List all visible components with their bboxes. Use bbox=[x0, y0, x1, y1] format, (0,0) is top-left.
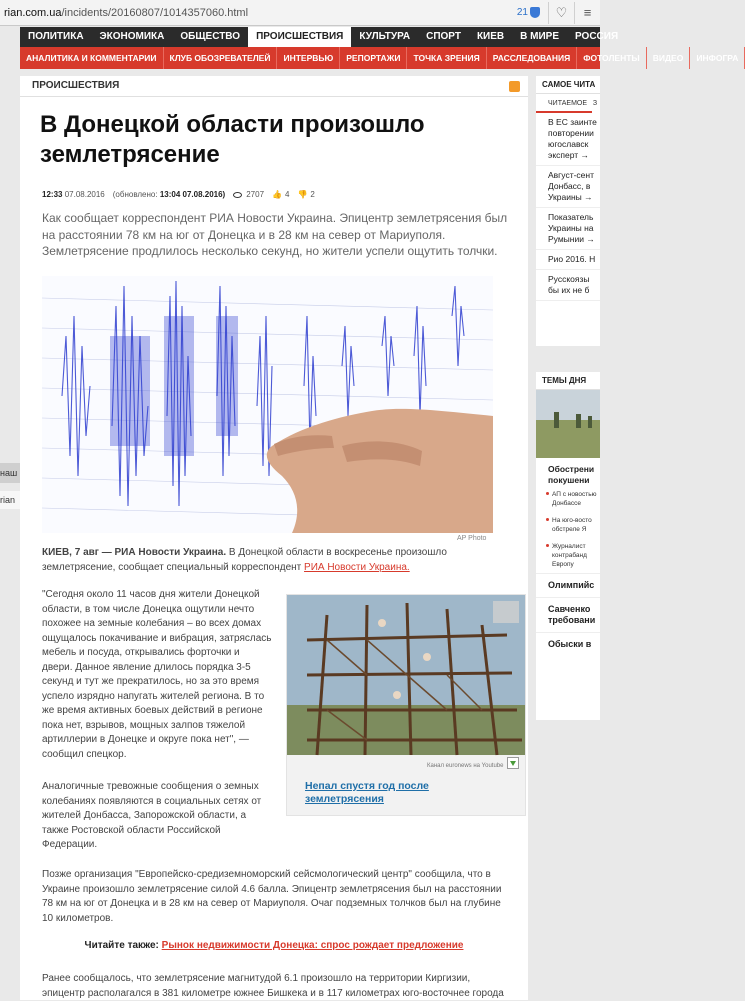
scaffold-illustration bbox=[287, 595, 525, 755]
likes-count: 4 bbox=[284, 190, 290, 199]
seismograph-illustration bbox=[42, 276, 493, 533]
views-icon bbox=[233, 192, 242, 198]
video-source: Канал euronews на Youtube bbox=[427, 763, 504, 769]
article-lead: Как сообщает корреспондент РИА Новости Украина. Эпицентр землетрясения был на расстоянии 78 км на юг от Донецка и в 28 км на север от Мариуполя. Землетрясение продлилось несколько секунд, но жители успели ощутить толчки. bbox=[42, 211, 508, 258]
paragraph-3: Позже организация "Европейско-средиземноморский сейсмологический центр" сообщила, что в Украине произошло землетрясение силой 4.6 балла. Эпицентр землетрясения был на расстоянии 78 км на юг от Донецка и в 28 км на север от Мариуполя. Очаг подземных толчков был на глубине 10 километров. bbox=[42, 869, 502, 924]
publish-date: 07.08.2016 bbox=[64, 190, 105, 199]
most-read-title: САМОЕ ЧИТА bbox=[536, 76, 600, 94]
paragraph-2: Аналогичные тревожные сообщения о земных колебаниях появляются в социальных сетях от жителей Донбасса, Запорожской области, а также Ростовской области Российской Федерации. bbox=[42, 781, 262, 850]
article-meta bbox=[42, 190, 315, 199]
theme-link[interactable]: Олимпийс bbox=[536, 573, 600, 597]
browser-address-bar bbox=[0, 0, 600, 26]
nav-item[interactable]: КИЕВ bbox=[476, 31, 505, 42]
dislike-icon[interactable]: 👎 bbox=[297, 190, 308, 199]
nav-item[interactable]: ПРОИСШЕСТВИЯ bbox=[248, 27, 351, 47]
most-read-tabs[interactable]: ЧИТАЕМОЕ З bbox=[536, 94, 592, 113]
nav-item[interactable]: ЭКОНОМИКА bbox=[99, 31, 165, 42]
video-card[interactable] bbox=[286, 594, 526, 816]
theme-link[interactable]: Савченко требовани bbox=[536, 597, 600, 632]
nav-item[interactable]: РОССИЯ bbox=[575, 31, 619, 42]
read-also: Читайте также: Рынок недвижимости Донецка: спрос рождает предложение bbox=[84, 940, 464, 951]
sub-nav bbox=[20, 47, 739, 69]
dislikes-count: 2 bbox=[310, 190, 315, 199]
subnav-right-item[interactable]: ФОТОЛЕНТЫ bbox=[577, 47, 647, 69]
most-read-item[interactable]: В ЕС заинте повторении югославск эксперт → bbox=[536, 113, 600, 166]
most-read-item[interactable]: Русскоязы бы их не б bbox=[536, 270, 600, 301]
nav-item[interactable]: В МИРЕ bbox=[520, 31, 559, 42]
earthquake-link[interactable]: землетрясение bbox=[154, 973, 226, 984]
quote-paragraph: "Сегодня около 11 часов дня жители Донецкой области, в том числе Донецка ощутили нечто похожее на земные колебания – во всех домах ощущалось покачивание и вибрация, затряслась мебель и посуда, открывались форточки и двери. Данное явление длилось порядка 3-5 секунд и тут же прекратилось, но за это время успело изрядно напугать жителей региона. В то же время активных боевых действий в регионе пока нет, взрывов, мощных залпов тяжелой артиллерии в Донецке и округе пока нет", — сообщил спецкор. bbox=[42, 589, 272, 760]
photo-credit: AP Photo bbox=[457, 535, 487, 542]
seismograph-photo bbox=[42, 276, 493, 533]
theme-bullet[interactable]: АП с новостью Донбассе bbox=[536, 486, 600, 512]
subnav-item[interactable]: РАССЛЕДОВАНИЯ bbox=[487, 47, 577, 69]
shield-icon[interactable] bbox=[530, 7, 540, 18]
paragraph-1: КИЕВ, 7 авг — РИА Новости Украина. В Донецкой области в воскресенье произошло землетрясение, сообщает специальный корреспондент РИА Новости Украина. bbox=[42, 547, 447, 573]
read-also-link[interactable]: Рынок недвижимости Донецка: спрос рождает предложение bbox=[161, 940, 464, 951]
most-read-item[interactable]: Август-сент Донбасс, в Украины → bbox=[536, 166, 600, 208]
video-title-link[interactable]: Непал спустя год после землетрясения bbox=[305, 780, 429, 805]
rss-icon[interactable] bbox=[509, 81, 520, 92]
nav-item[interactable]: ПОЛИТИКА bbox=[28, 31, 84, 42]
nav-item[interactable]: ОБЩЕСТВО bbox=[180, 31, 241, 42]
nav-item[interactable]: КУЛЬТУРА bbox=[359, 31, 411, 42]
main-nav bbox=[20, 27, 619, 47]
paragraph-4: Ранее сообщалось, что землетрясение магнитудой 6.1 произошло на территории Киргизии, эпицентр располагался в 381 километре южнее Бишкека и в 117 километрах юго-восточнее города bbox=[42, 973, 504, 999]
url-field[interactable]: rian.com.ua/incidents/20160807/1014357060.html bbox=[4, 6, 249, 19]
subnav-item[interactable]: КЛУБ ОБОЗРЕВАТЕЛЕЙ bbox=[164, 47, 278, 69]
theme-image[interactable] bbox=[536, 390, 600, 458]
subnav-item[interactable]: РЕПОРТАЖИ bbox=[340, 47, 407, 69]
theme-bullet[interactable]: Журналист контрабанд Европу bbox=[536, 538, 600, 573]
heart-icon[interactable]: ♡ bbox=[548, 2, 574, 24]
soldiers-illustration bbox=[536, 390, 600, 458]
subnav-item[interactable]: ИНТЕРВЬЮ bbox=[277, 47, 340, 69]
subnav-right-item[interactable]: ИНФОГРА bbox=[690, 47, 745, 69]
most-read-item[interactable]: Показатель Украины на Румынии → bbox=[536, 208, 600, 250]
emsc-link[interactable]: сообщила bbox=[414, 869, 462, 880]
subnav-item[interactable]: АНАЛИТИКА И КОММЕНТАРИИ bbox=[20, 47, 164, 69]
most-read-item[interactable]: Рио 2016. Н bbox=[536, 250, 600, 270]
most-read-box bbox=[536, 76, 600, 346]
subnav-right-item[interactable]: ВИДЕО bbox=[647, 47, 691, 69]
theme-link[interactable]: Обыски в bbox=[536, 632, 600, 656]
like-icon[interactable]: 👍 bbox=[272, 190, 282, 199]
left-overlay-link[interactable]: rian bbox=[0, 491, 20, 509]
left-overlay bbox=[0, 463, 20, 513]
left-overlay-label[interactable]: наш bbox=[0, 463, 20, 483]
article-card bbox=[20, 76, 528, 1000]
publish-time: 12:33 bbox=[42, 190, 63, 199]
views-count: 2707 bbox=[246, 190, 265, 199]
theme-bullet[interactable]: На юго-восто обстреле Я bbox=[536, 512, 600, 538]
subnav-item[interactable]: ТОЧКА ЗРЕНИЯ bbox=[407, 47, 486, 69]
menu-icon[interactable]: ≡ bbox=[574, 2, 600, 24]
donetsk-link[interactable]: Донецка bbox=[142, 603, 183, 615]
counter-badge: 21 bbox=[516, 7, 528, 18]
theme-title[interactable]: Обострени покушени bbox=[548, 464, 595, 485]
dateline: КИЕВ, 7 авг — РИА Новости Украина. bbox=[42, 547, 227, 558]
nav-item[interactable]: СПОРТ bbox=[426, 31, 461, 42]
themes-box bbox=[536, 372, 600, 720]
page-title: В Донецкой области произошло землетрясение bbox=[40, 111, 425, 168]
divider bbox=[20, 96, 528, 97]
updated-label: (обновлено: bbox=[112, 190, 158, 199]
download-icon[interactable] bbox=[507, 757, 519, 769]
ria-link[interactable]: РИА Новости Украина. bbox=[304, 561, 410, 573]
video-thumbnail[interactable] bbox=[287, 595, 525, 755]
themes-title: ТЕМЫ ДНЯ bbox=[536, 372, 600, 390]
updated-value: 13:04 07.08.2016) bbox=[159, 190, 226, 199]
section-label[interactable]: ПРОИСШЕСТВИЯ bbox=[32, 80, 120, 91]
